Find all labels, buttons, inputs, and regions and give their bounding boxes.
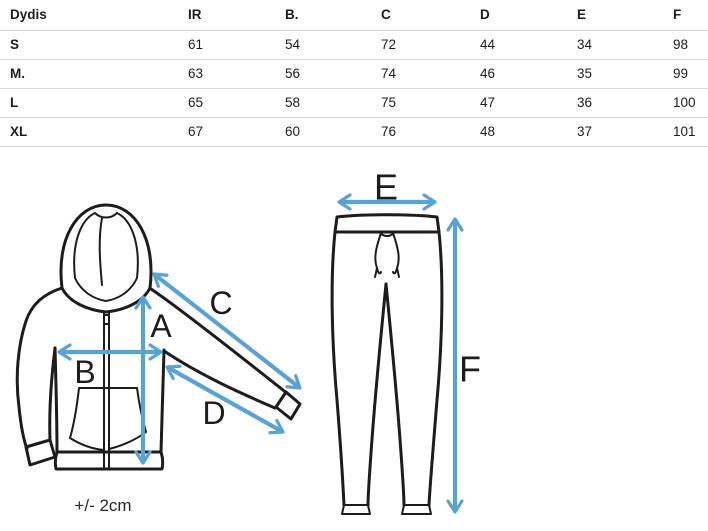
- right-leg-inner: [386, 284, 404, 505]
- size-label: M.: [0, 60, 178, 89]
- waistband: [335, 215, 439, 232]
- size-label: S: [0, 31, 178, 60]
- size-label: L: [0, 89, 178, 118]
- label-measure-e: E: [373, 166, 399, 208]
- measurement-value: 99: [663, 60, 708, 89]
- measurement-arrows: [59, 202, 455, 512]
- measurement-value: 48: [470, 118, 567, 147]
- measurement-value: 60: [275, 118, 371, 147]
- drawstring: [375, 233, 399, 277]
- column-header-size: Dydis: [0, 0, 178, 31]
- measurement-value: 54: [275, 31, 371, 60]
- tolerance-note: +/- 2cm: [74, 496, 132, 515]
- size-table: [0, 0, 708, 147]
- body-right-edge: [161, 350, 164, 452]
- left-sleeve-cuff: [26, 440, 55, 465]
- zipper: [104, 312, 109, 469]
- body-left-edge: [55, 348, 57, 452]
- measurement-value: 101: [663, 118, 708, 147]
- measurement-value: 58: [275, 89, 371, 118]
- size-label: XL: [0, 118, 178, 147]
- measurement-value: 63: [178, 60, 275, 89]
- measurement-value: 74: [371, 60, 470, 89]
- left-leg-cuff: [342, 505, 370, 514]
- measurement-value: 65: [178, 89, 275, 118]
- measurement-value: 35: [567, 60, 663, 89]
- column-header-b: B.: [275, 0, 371, 31]
- measurement-value: 67: [178, 118, 275, 147]
- measurement-value: 47: [470, 89, 567, 118]
- hood-lining-line: [100, 218, 102, 285]
- measurement-value: 72: [371, 31, 470, 60]
- size-row-s: [0, 31, 708, 60]
- column-header-ir: IR: [178, 0, 275, 31]
- size-table-header-row: [0, 0, 708, 31]
- column-header-f: F: [663, 0, 708, 31]
- label-measure-b: B: [74, 354, 96, 390]
- size-row-xl: [0, 118, 708, 147]
- label-measure-c: C: [209, 285, 233, 321]
- measurement-value: 100: [663, 89, 708, 118]
- measurement-value: 34: [567, 31, 663, 60]
- right-leg-outer: [429, 232, 442, 505]
- measurement-value: 75: [371, 89, 470, 118]
- measurement-value: 37: [567, 118, 663, 147]
- hood-inner-opening: [74, 213, 138, 301]
- pants-illustration: [332, 215, 442, 514]
- right-leg-cuff: [402, 505, 431, 514]
- measurement-value: 56: [275, 60, 371, 89]
- column-header-e: E: [567, 0, 663, 31]
- measurement-value: 98: [663, 31, 708, 60]
- column-header-d: D: [470, 0, 567, 31]
- label-measure-a: A: [150, 308, 172, 344]
- measurement-value: 44: [470, 31, 567, 60]
- zipper-pull: [104, 315, 109, 324]
- column-header-c: C: [371, 0, 470, 31]
- label-measure-f: F: [459, 348, 481, 390]
- right-sleeve-cuff: [276, 392, 300, 419]
- label-measure-d: D: [202, 395, 226, 431]
- left-leg-outer: [332, 232, 344, 505]
- size-row-l: [0, 89, 708, 118]
- left-leg-inner: [368, 284, 386, 505]
- measurement-value: 46: [470, 60, 567, 89]
- measurement-diagram: [0, 145, 708, 531]
- measurement-value: 36: [567, 89, 663, 118]
- size-row-m: [0, 60, 708, 89]
- measurement-value: 76: [371, 118, 470, 147]
- measurement-value: 61: [178, 31, 275, 60]
